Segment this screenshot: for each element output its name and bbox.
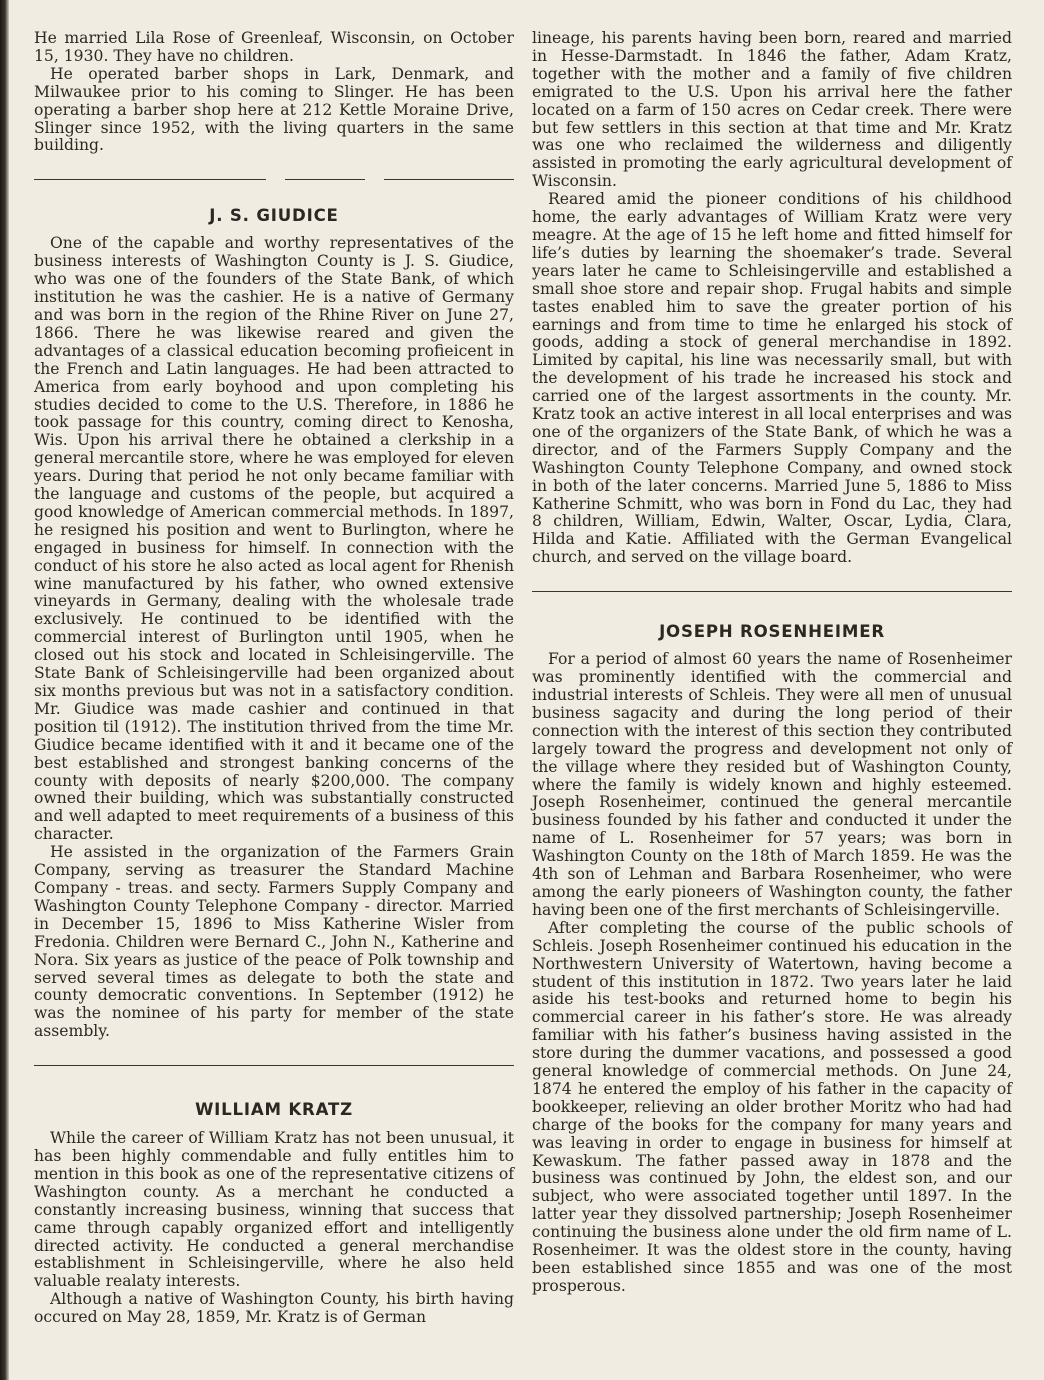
divider-segment <box>34 179 266 180</box>
giudice-heading: J. S. GIUDICE <box>209 206 339 226</box>
divider-segment <box>285 179 365 180</box>
giudice-paragraph-1: One of the capable and worthy representatives of the business interests of Washington County is J. S. Giudice, who was one of the founders of the State Bank, of which institution he was the cashier. He is a native of Germany and was born in the region of the Rhine River on June 27, 1866. There he was likewise reared and given the advantages of a classical education becoming profieicent in the French and Latin languages. He had been attracted to America from early boyhood and upon completing his studies decided to come to the U.S. Therefore, in 1886 he took passage for this country, coming direct to Kenosha, Wis. Upon his arrival there he obtained a clerkship in a general mercantile store, where he was employed for eleven years. During that period he not only became familiar with the language and customs of the people, but acquired a good knowledge of American commercial methods. In 1897, he resigned his position and went to Burlington, where he engaged in business for himself. In connection with the conduct of his store he also acted as local agent for Rhenish wine manufactured by his father, who owned extensive vineyards in Germany, dealing with the wholesale trade exclusively. He continued to be identified with the commercial interest of Burlington until 1905, when he closed out his stock and located in Schleisingerville. The State Bank of Schleisingerville had been organized about six months previous but was not in a satisfactory condition. Mr. Giudice was made cashier and continued in that position til (1912). The institution thrived from the time Mr. Giudice became identified with it and it became one of the best established and strongest banking concerns of the county with deposits of nearly $200,000. The company owned their building, which was substantially constructed and well adapted to meet requirements of a business of this character. <box>34 234 514 844</box>
section-divider-3 <box>532 591 1012 592</box>
kratz-paragraph-2: Although a native of Washington County, his birth having occured on May 28, 1859, Mr. Kratz is of German <box>34 1290 514 1327</box>
document-page <box>34 30 1014 1360</box>
rosenheimer-paragraph-2: After completing the course of the public schools of Schleis. Joseph Rosenheimer continued his education in the Northwestern University of Watertown, having become a student of this institution in 1872. Two years later he laid aside his test-books and returned home to begin his commercial career in his father’s store. He was already familiar with his father’s business having assisted in the store during the dummer vacations, and possessed a good general knowledge of commercial methods. On June 24, 1874 he entered the employ of his father in the capacity of bookkeeper, relieving an older brother Moritz who had had charge of the books for the company for many years and was leaving in order to engage in business for himself at Kewaskum. The father passed away in 1878 and the business was continued by John, the eldest son, and our subject, who were associated together until 1897. In the latter year they dissolved partnership; Joseph Rosenheimer continuing the business alone under the old firm name of L. Rosenheimer. It was the oldest store in the county, having been established since 1855 and was one of the most prosperous. <box>532 918 1012 1295</box>
rosenheimer-paragraph-1: For a period of almost 60 years the name of Rosenheimer was prominently identified with the commercial and industrial interests of Schleis. They were all men of unusual business sagacity and during the long period of their connection with the interest of this section they contributed largely toward the progress and development not only of the village where they resided but of Washington County, where the family is widely known and highly esteemed. Joseph Rosenheimer, continued the general mercantile business founded by his father and conducted it under the name of L. Rosenheimer for 57 years; was born in Washington County on the 18th of March 1859. He was the 4th son of Lehman and Barbara Rosenheimer, who were among the early pioneers of Washington county, the father having been one of the first merchants of Schleisingerville. <box>532 650 1012 919</box>
giudice-paragraph-2: He assisted in the organization of the Farmers Grain Company, serving as treasurer the Standard Machine Company - treas. and secty. Farmers Supply Company and Washington County Telephone Company - director. Married in December 15, 1896 to Miss Katherine Wisler from Fredonia. Children were Bernard C., John N., Katherine and Nora. Six years as justice of the peace of Polk township and served several times as delegate to both the state and county democratic conventions. In September (1912) he was the nominee of his party for member of the state assembly. <box>34 843 514 1041</box>
rosenheimer-heading: JOSEPH ROSENHEIMER <box>659 622 885 642</box>
kratz-paragraph-1: While the career of William Kratz has not been unusual, it has been highly commendable and fully entitles him to mention in this book as one of the representative citizens of Washington county. As a merchant he conducted a constantly increasing business, winning that success that came through capably organized effort and intelligently directed activity. He conducted a general merchandise establishment in Schleisingerville, where he also held valuable realaty interests. <box>34 1129 514 1291</box>
kratz-heading: WILLIAM KRATZ <box>195 1100 353 1120</box>
right-column <box>532 30 1012 1296</box>
section-divider-2 <box>34 1065 514 1066</box>
intro-paragraph-2: He operated barber shops in Lark, Denmark, and Milwaukee prior to his coming to Slinger. He has been operating a barber shop here at 212 Kettle Moraine Drive, Slinger since 1952, with the living quarters in the same building. <box>34 64 514 155</box>
intro-paragraph-1: He married Lila Rose of Greenleaf, Wisconsin, on October 15, 1930. They have no children. <box>34 29 514 65</box>
left-column <box>34 30 514 1327</box>
section-divider-1 <box>34 179 514 180</box>
kratz-continued-paragraph-1: lineage, his parents having been born, reared and married in Hesse-Darmstadt. In 1846 the father, Adam Kratz, together with the mother and a family of five children emigrated to the U.S. Upon his arrival here the father located on a farm of 150 acres on Cedar creek. There were but few settlers in this section at that time and Mr. Kratz was one who reclaimed the wilderness and diligently assisted in promoting the early agricultural development of Wisconsin. <box>532 29 1012 191</box>
kratz-continued-paragraph-2: Reared amid the pioneer conditions of his childhood home, the early advantages of William Kratz were very meagre. At the age of 15 he left home and fitted himself for life’s duties by learning the shoemaker’s trade. Several years later he came to Schleisingerville and established a small shoe store and repair shop. Frugal habits and simple tastes enabled him to save the greater portion of his earnings and from time to time he enlarged his stock of goods, adding a stock of general merchandise in 1892. Limited by capital, his line was necessarily small, but with the development of his trade he increased his stock and carried one of the largest assortments in the county. Mr. Kratz took an active interest in all local enterprises and was one of the organizers of the State Bank, of which he was a director, and of the Farmers Supply Company and the Washington County Telephone Company, and owned stock in both of the later concerns. Married June 5, 1886 to Miss Katherine Schmitt, who was born in Fond du Lac, they had 8 children, William, Edwin, Walter, Oscar, Lydia, Clara, Hilda and Katie. Affiliated with the German Evangelical church, and served on the village board. <box>532 190 1012 567</box>
book-spine-edge <box>0 0 9 1380</box>
divider-segment <box>384 179 514 180</box>
